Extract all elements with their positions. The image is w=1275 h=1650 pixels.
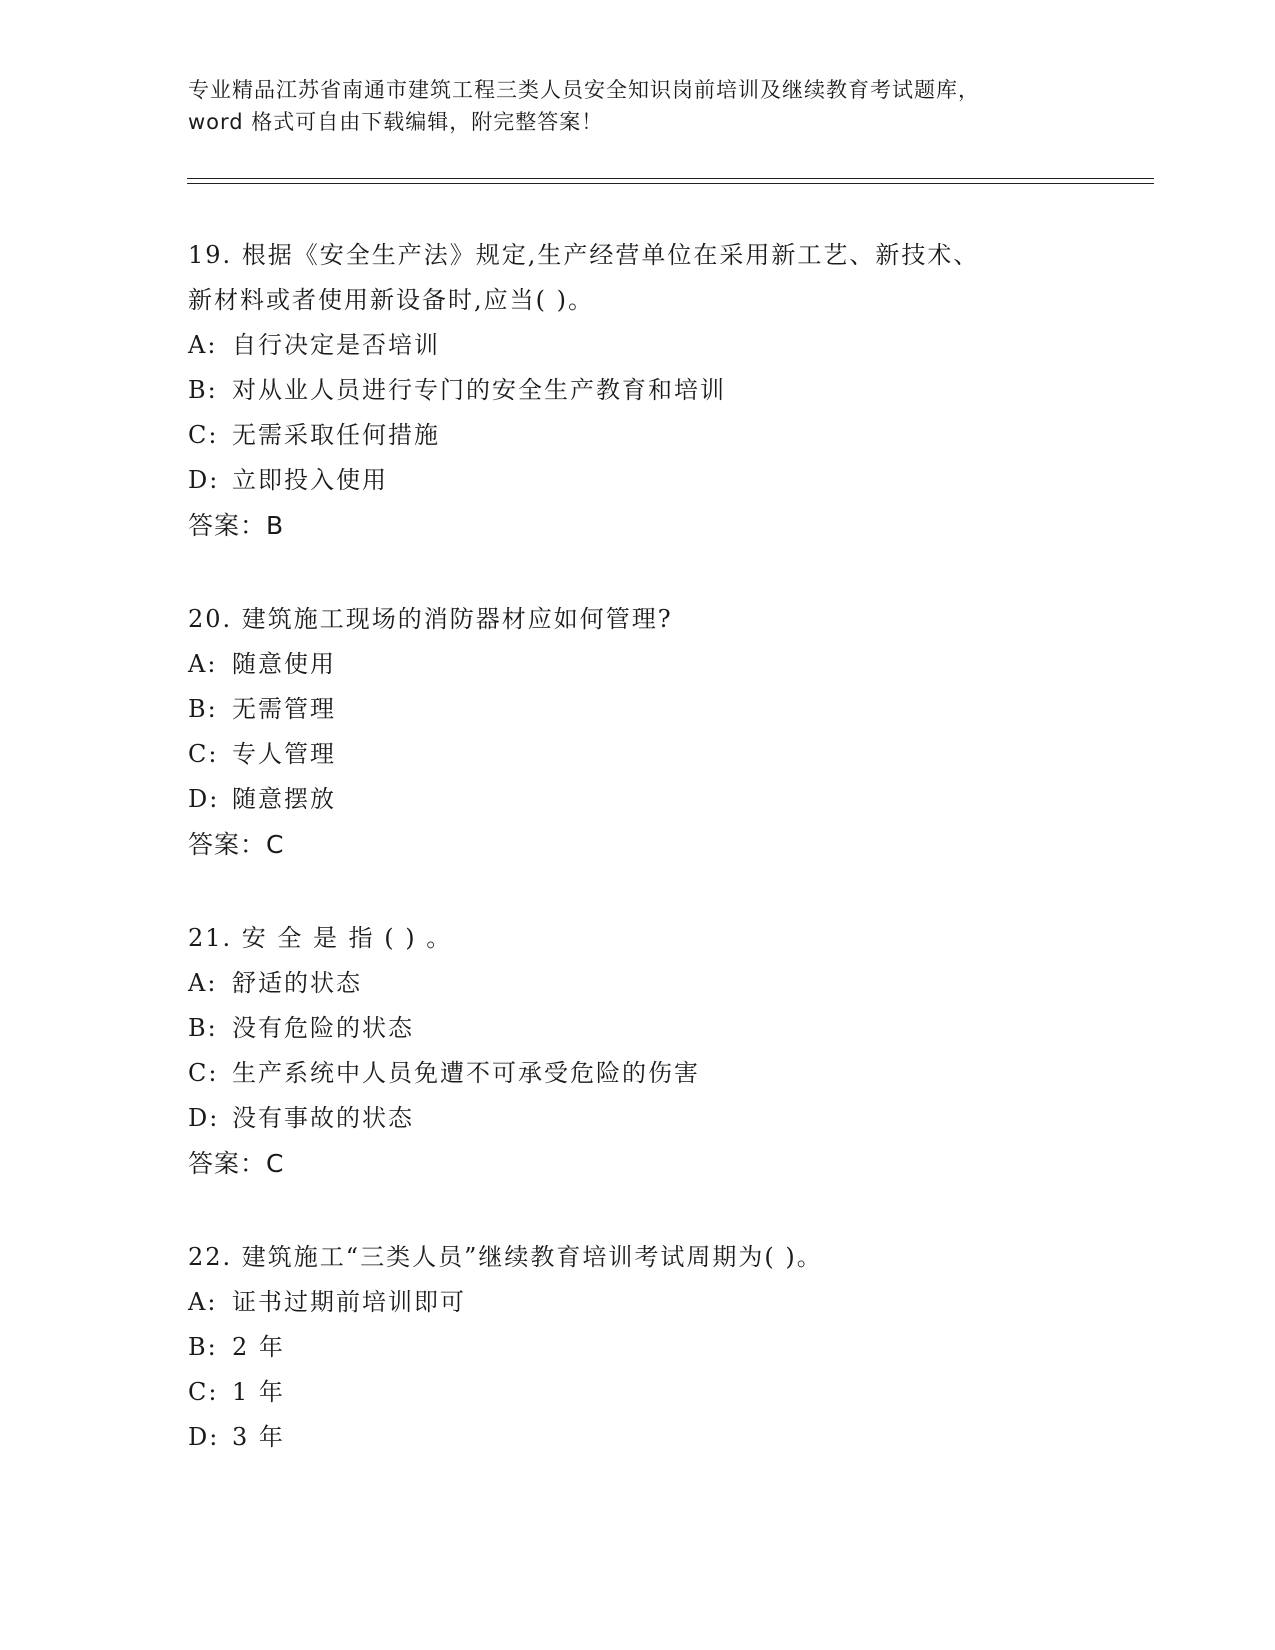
option-letter: D: <box>188 1104 220 1132</box>
option-a <box>188 642 1088 687</box>
option-letter: C: <box>188 740 219 768</box>
option-text: 3 年 <box>232 1423 285 1451</box>
document-header <box>188 74 1088 138</box>
answer-line: 答案：B <box>188 511 285 540</box>
answer-line: 答案：C <box>188 830 285 859</box>
option-c <box>188 1370 1088 1415</box>
option-letter: C: <box>188 1378 219 1406</box>
option-letter: A: <box>188 331 218 359</box>
option-text: 证书过期前培训即可 <box>232 1288 466 1316</box>
option-letter: B: <box>188 1014 218 1042</box>
option-text: 自行决定是否培训 <box>232 331 440 359</box>
option-letter: A: <box>188 1288 218 1316</box>
option-a <box>188 1280 1088 1325</box>
option-letter: B: <box>188 695 218 723</box>
option-b <box>188 1325 1088 1370</box>
option-letter: B: <box>188 1333 218 1361</box>
question-stem-line: 22. 建筑施工“三类人员”继续教育培训考试周期为( )。 <box>188 1243 823 1271</box>
option-text: 专人管理 <box>232 740 336 768</box>
option-a <box>188 961 1088 1006</box>
question-stem-line: 20. 建筑施工现场的消防器材应如何管理? <box>188 605 673 633</box>
option-text: 立即投入使用 <box>232 466 388 494</box>
option-text: 没有危险的状态 <box>232 1014 414 1042</box>
option-c <box>188 732 1088 777</box>
question-20 <box>188 597 1088 868</box>
option-d <box>188 1415 1088 1460</box>
option-d <box>188 458 1088 503</box>
option-letter: C: <box>188 421 219 449</box>
option-c <box>188 413 1088 458</box>
option-text: 舒适的状态 <box>232 969 362 997</box>
option-letter: D: <box>188 466 220 494</box>
question-22 <box>188 1235 1088 1460</box>
option-letter: D: <box>188 1423 220 1451</box>
option-letter: B: <box>188 376 218 404</box>
header-divider-bottom <box>187 183 1154 184</box>
option-text: 没有事故的状态 <box>232 1104 414 1132</box>
option-text: 无需采取任何措施 <box>232 421 440 449</box>
option-d <box>188 1096 1088 1141</box>
question-stem-line: 21. 安 全 是 指 ( ) 。 <box>188 924 453 952</box>
question-19 <box>188 233 1088 549</box>
option-letter: A: <box>188 650 218 678</box>
answer-line: 答案：C <box>188 1149 285 1178</box>
option-c <box>188 1051 1088 1096</box>
option-b <box>188 687 1088 732</box>
option-b <box>188 368 1088 413</box>
question-stem-line: 19. 根据《安全生产法》规定,生产经营单位在采用新工艺、新技术、 <box>188 241 980 269</box>
question-stem-line: 新材料或者使用新设备时,应当( )。 <box>188 286 594 314</box>
option-b <box>188 1006 1088 1051</box>
option-text: 生产系统中人员免遭不可承受危险的伤害 <box>232 1059 700 1087</box>
header-divider-top <box>187 178 1154 179</box>
option-text: 2 年 <box>232 1333 285 1361</box>
option-letter: D: <box>188 785 220 813</box>
question-21 <box>188 916 1088 1187</box>
option-a <box>188 323 1088 368</box>
header-line-1: 专业精品江苏省南通市建筑工程三类人员安全知识岗前培训及继续教育考试题库， <box>188 78 980 102</box>
option-letter: C: <box>188 1059 219 1087</box>
option-letter: A: <box>188 969 218 997</box>
option-text: 随意摆放 <box>232 785 336 813</box>
header-line-2: word 格式可自由下载编辑，附完整答案！ <box>188 110 604 134</box>
option-text: 对从业人员进行专门的安全生产教育和培训 <box>232 376 726 404</box>
option-text: 无需管理 <box>232 695 336 723</box>
option-d <box>188 777 1088 822</box>
option-text: 随意使用 <box>232 650 336 678</box>
option-text: 1 年 <box>232 1378 285 1406</box>
